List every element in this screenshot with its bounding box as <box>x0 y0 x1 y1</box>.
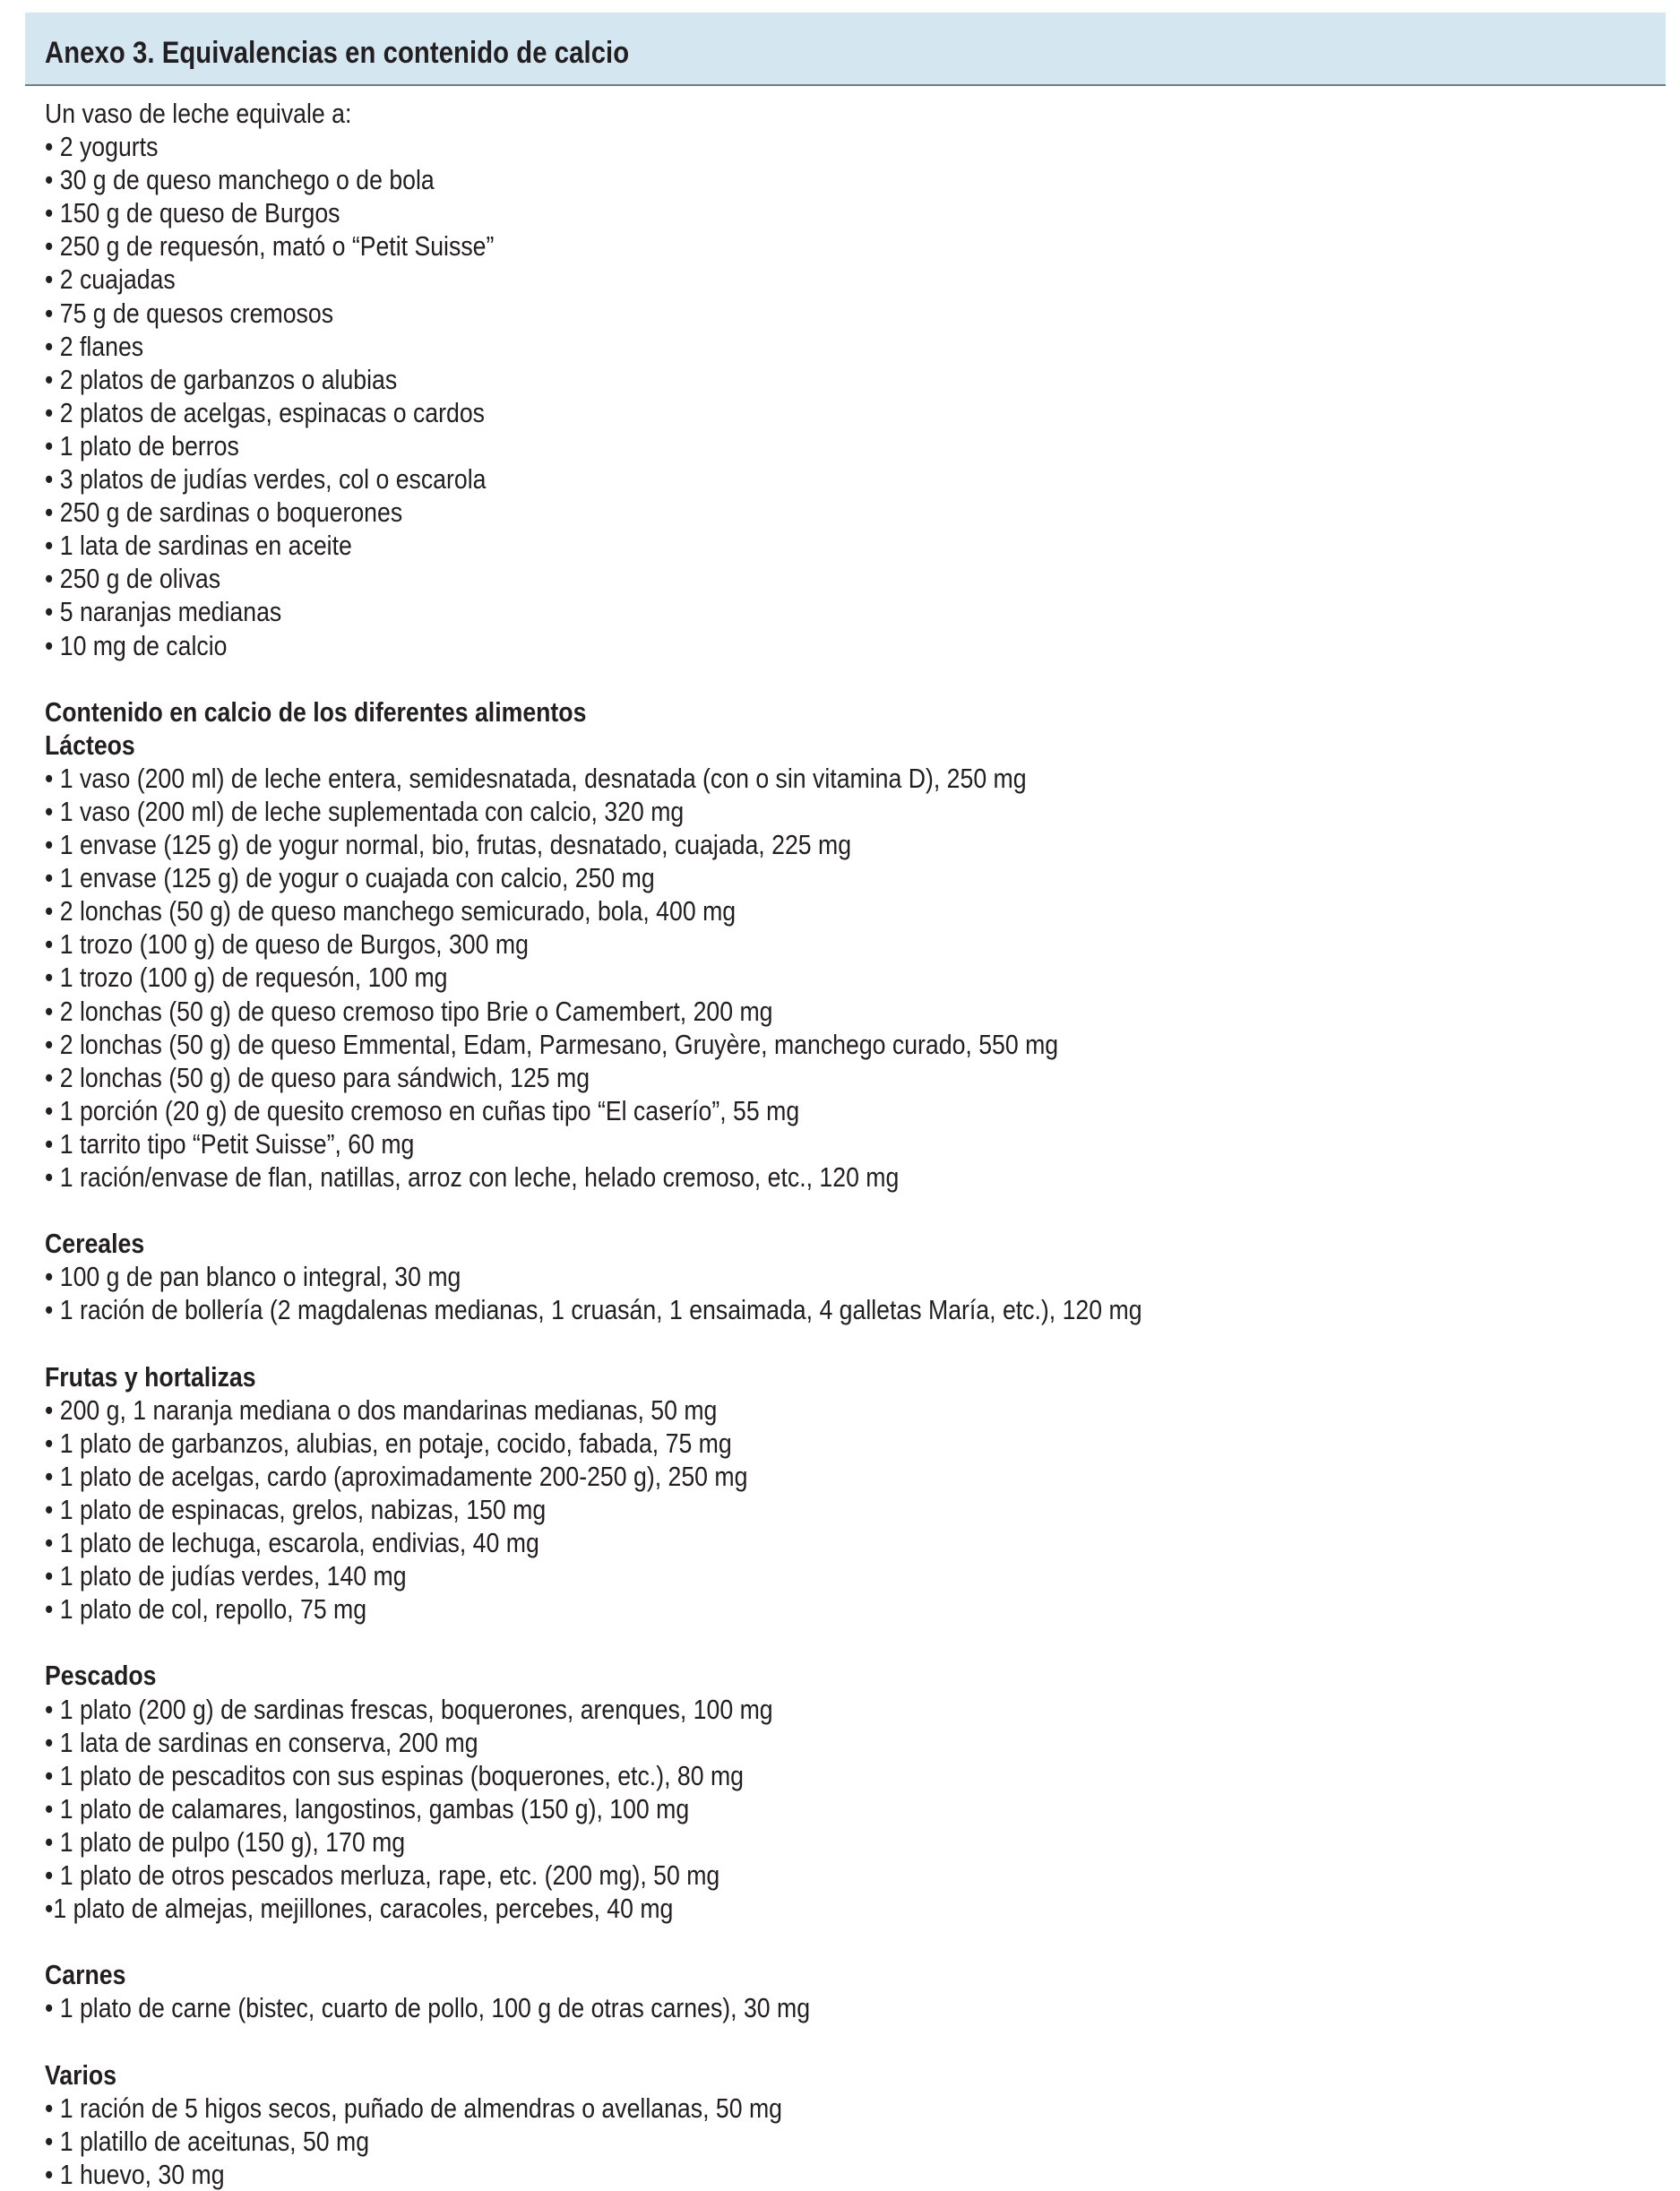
list-item: • 250 g de olivas <box>45 562 1424 595</box>
annex-content <box>45 97 1649 2191</box>
list-item: • 1 plato de pulpo (150 g), 170 mg <box>45 1825 1424 1859</box>
list-item: • 1 ración de 5 higos secos, puñado de almendras o avellanas, 50 mg <box>45 2092 1424 2125</box>
list-item: • 1 plato (200 g) de sardinas frescas, boquerones, arenques, 100 mg <box>45 1693 1424 1726</box>
list-item: • 1 trozo (100 g) de queso de Burgos, 300 mg <box>45 927 1424 961</box>
list-item: • 250 g de requesón, mató o “Petit Suisse” <box>45 229 1424 263</box>
list-item: • 1 ración de bollería (2 magdalenas medianas, 1 cruasán, 1 ensaimada, 4 galletas María, etc.), 120 mg <box>45 1293 1424 1326</box>
list-item: • 1 plato de otros pescados merluza, rape, etc. (200 mg), 50 mg <box>45 1859 1424 1892</box>
section-spacer <box>45 1626 1649 1659</box>
list-item: • 10 mg de calcio <box>45 629 1424 662</box>
list-item: • 1 porción (20 g) de quesito cremoso en cuñas tipo “El caserío”, 55 mg <box>45 1094 1424 1127</box>
list-item: • 1 lata de sardinas en aceite <box>45 529 1424 562</box>
section-title-cereales: Cereales <box>45 1228 145 1260</box>
list-item: • 200 g, 1 naranja mediana o dos mandarinas medianas, 50 mg <box>45 1393 1424 1427</box>
list-item: • 150 g de queso de Burgos <box>45 196 1424 229</box>
list-item: • 30 g de queso manchego o de bola <box>45 163 1424 196</box>
list-item: • 2 lonchas (50 g) de queso para sándwich, 125 mg <box>45 1061 1424 1094</box>
annex-title: Anexo 3. Equivalencias en contenido de calcio <box>45 36 630 70</box>
list-item: • 1 vaso (200 ml) de leche entera, semidesnatada, desnatada (con o sin vitamina D), 250 mg <box>45 762 1424 795</box>
list-item: • 1 huevo, 30 mg <box>45 2158 1424 2191</box>
list-item: • 1 plato de espinacas, grelos, nabizas, 150 mg <box>45 1493 1424 1526</box>
list-item: • 1 envase (125 g) de yogur o cuajada con calcio, 250 mg <box>45 861 1424 894</box>
list-item: • 1 plato de lechuga, escarola, endivias, 40 mg <box>45 1526 1424 1559</box>
list-item: • 1 plato de judías verdes, 140 mg <box>45 1559 1424 1592</box>
list-item: • 1 ración/envase de flan, natillas, arroz con leche, helado cremoso, etc., 120 mg <box>45 1160 1424 1194</box>
section-title-carnes: Carnes <box>45 1959 126 1991</box>
list-item: • 1 envase (125 g) de yogur normal, bio, frutas, desnatado, cuajada, 225 mg <box>45 828 1424 861</box>
list-item: • 1 vaso (200 ml) de leche suplementada con calcio, 320 mg <box>45 795 1424 828</box>
section-spacer <box>45 1326 1649 1359</box>
section-title-frutas: Frutas y hortalizas <box>45 1360 256 1393</box>
section-title-varios: Varios <box>45 2058 117 2091</box>
list-item: • 1 plato de calamares, langostinos, gambas (150 g), 100 mg <box>45 1792 1424 1825</box>
list-item: • 2 lonchas (50 g) de queso cremoso tipo Brie o Camembert, 200 mg <box>45 995 1424 1028</box>
list-item: • 75 g de quesos cremosos <box>45 297 1424 330</box>
equivalence-intro: Un vaso de leche equivale a: <box>45 98 352 129</box>
content-section-title: Contenido en calcio de los diferentes alimentos <box>45 695 587 728</box>
list-item: • 3 platos de judías verdes, col o escarola <box>45 462 1424 496</box>
list-item: • 250 g de sardinas o boquerones <box>45 496 1424 529</box>
section-spacer <box>45 2024 1649 2057</box>
list-item: • 100 g de pan blanco o integral, 30 mg <box>45 1260 1424 1293</box>
list-item: • 1 plato de berros <box>45 429 1424 462</box>
section-title-pescados: Pescados <box>45 1660 157 1692</box>
list-item: • 2 flanes <box>45 330 1424 363</box>
list-item: • 1 plato de col, repollo, 75 mg <box>45 1592 1424 1626</box>
list-item: • 2 cuajadas <box>45 263 1424 296</box>
list-item: • 1 plato de almejas, mejillones, caracoles, percebes, 40 mg <box>45 1892 1424 1925</box>
list-item: • 2 platos de garbanzos o alubias <box>45 363 1424 396</box>
annex-header <box>25 13 1666 86</box>
section-spacer <box>45 1925 1649 1958</box>
list-item: • 2 lonchas (50 g) de queso manchego semicurado, bola, 400 mg <box>45 894 1424 927</box>
list-item: • 1 plato de acelgas, cardo (aproximadamente 200-250 g), 250 mg <box>45 1460 1424 1493</box>
list-item: • 2 platos de acelgas, espinacas o cardos <box>45 396 1424 429</box>
list-item: • 2 lonchas (50 g) de queso Emmental, Edam, Parmesano, Gruyère, manchego curado, 550 mg <box>45 1028 1424 1061</box>
list-item: • 1 plato de garbanzos, alubias, en potaje, cocido, fabada, 75 mg <box>45 1427 1424 1460</box>
list-item: • 1 plato de carne (bistec, cuarto de pollo, 100 g de otras carnes), 30 mg <box>45 1991 1424 2024</box>
section-spacer <box>45 662 1649 695</box>
list-item: • 1 tarrito tipo “Petit Suisse”, 60 mg <box>45 1127 1424 1160</box>
list-item: • 1 platillo de aceitunas, 50 mg <box>45 2125 1424 2158</box>
list-item: • 1 lata de sardinas en conserva, 200 mg <box>45 1726 1424 1759</box>
section-spacer <box>45 1194 1649 1227</box>
section-title-lacteos: Lácteos <box>45 729 135 761</box>
list-item: • 5 naranjas medianas <box>45 595 1424 628</box>
list-item: • 1 plato de pescaditos con sus espinas (boquerones, etc.), 80 mg <box>45 1759 1424 1792</box>
list-item: • 2 yogurts <box>45 130 1424 163</box>
list-item: • 1 trozo (100 g) de requesón, 100 mg <box>45 961 1424 994</box>
